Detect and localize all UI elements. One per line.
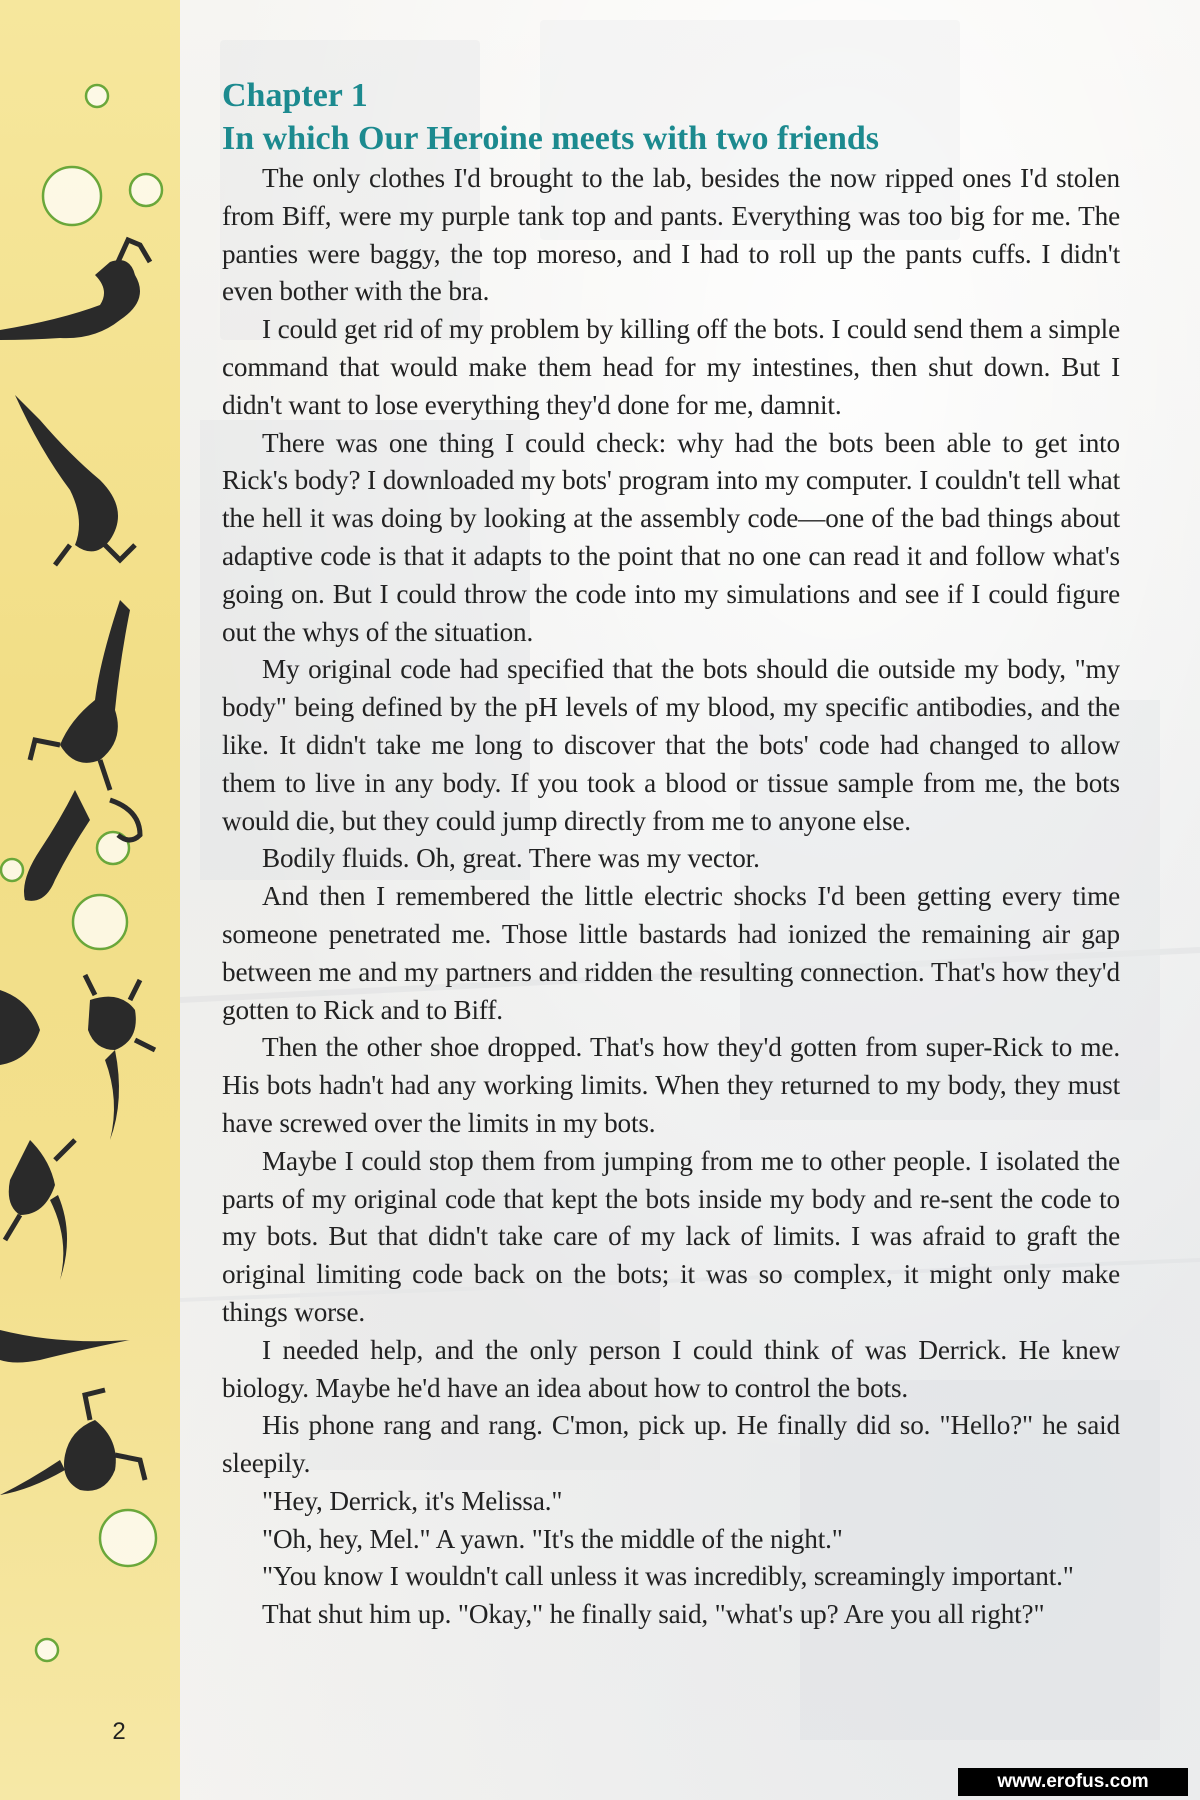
bubble-icon [73, 895, 127, 949]
paragraph: I could get rid of my problem by killing off the bots. I could send them a simple command that would make them head for my intestines, then shut down. But I didn't want to lose everything they'd done for me, damnit. [222, 314, 1120, 420]
paragraph: I needed help, and the only person I could think of was Derrick. He knew biology. Maybe he'd have an idea about how to control the bots. [222, 1334, 1120, 1403]
bubble-icon [100, 1510, 156, 1566]
paragraph: Bodily fluids. Oh, great. There was my vector. [262, 843, 760, 874]
decorative-sidebar [0, 0, 180, 1800]
bubble-icon [1, 859, 23, 881]
paragraph: The only clothes I'd brought to the lab, besides the now ripped ones I'd stolen from Biff, were my purple tank top and pants. Everything was too big for me. The panties were baggy, the top moreso, and I had to roll up the pants cuffs. I didn't even bother with the bra. [222, 163, 1120, 307]
nanobot-icon [88, 997, 136, 1050]
bubble-icon [130, 174, 162, 206]
paragraph: "Hey, Derrick, it's Melissa." [262, 1485, 563, 1516]
paragraph: Then the other shoe dropped. That's how they'd gotten from super-Rick to me. His bots hadn't had any working limits. When they returned to my body, they must have screwed over the limits in my bots. [222, 1032, 1120, 1138]
bubble-icon [86, 85, 108, 107]
nanobot-icon [15, 395, 118, 551]
sidebar-artwork [0, 0, 180, 1800]
paragraph: "You know I wouldn't call unless it was incredibly, screamingly important." [262, 1561, 1074, 1592]
bubble-icon [36, 1639, 58, 1661]
nanobot-icon [60, 600, 130, 763]
bubble-icon [43, 167, 101, 225]
paragraph: And then I remembered the little electric shocks I'd been getting every time someone penetrated me. Those little bastards had ionized the remaining air gap between me and my partners and ridden the resulting connection. That's how they'd gotten to Rick and to Biff. [222, 881, 1120, 1025]
chapter-subtitle: In which Our Heroine meets with two friends [222, 120, 880, 157]
nanobot-icon [0, 1330, 130, 1363]
body-text [222, 160, 1120, 1634]
paragraph: There was one thing I could check: why had the bots been able to get into Rick's body? I downloaded my bots' program into my computer. I couldn't tell what the hell it was doing by looking at the assembly code—one of the bad things about adaptive code is that it adapts to the point that no one can read it and follow what's going on. But I could throw the code into my simulations and see if I could figure out the whys of the situation. [222, 427, 1120, 647]
site-watermark: www.erofus.com [958, 1768, 1188, 1796]
paragraph: "Oh, hey, Mel." A yawn. "It's the middle of the night." [262, 1523, 843, 1554]
nanobot-icon [0, 990, 40, 1065]
paragraph: His phone rang and rang. C'mon, pick up. He finally did so. "Hello?" he said sleepily. [222, 1410, 1120, 1479]
chapter-content [222, 74, 1120, 1634]
nanobot-icon [0, 260, 140, 340]
paragraph: My original code had specified that the bots should die outside my body, "my body" being defined by the pH levels of my blood, my specific antibodies, and the like. It didn't take me long to discover that the bots' code had changed to allow them to live in any body. If you took a blood or tissue sample from me, the bots would die, but they could jump directly from me to anyone else. [222, 654, 1120, 836]
nanobot-icon [9, 1140, 55, 1215]
nanobot-icon [64, 1420, 116, 1491]
nanobot-icon [24, 790, 90, 901]
page-number: 2 [112, 1718, 126, 1745]
paragraph: Maybe I could stop them from jumping from me to other people. I isolated the parts of my original code that kept the bots inside my body and re-sent the code to my bots. But that didn't take care of my lack of limits. I was afraid to graft the original limiting code back on the bots; it was so complex, it might only make things worse. [222, 1145, 1120, 1327]
paragraph: That shut him up. "Okay," he finally said, "what's up? Are you all right?" [262, 1599, 1045, 1630]
chapter-title: Chapter 1 [222, 77, 368, 114]
